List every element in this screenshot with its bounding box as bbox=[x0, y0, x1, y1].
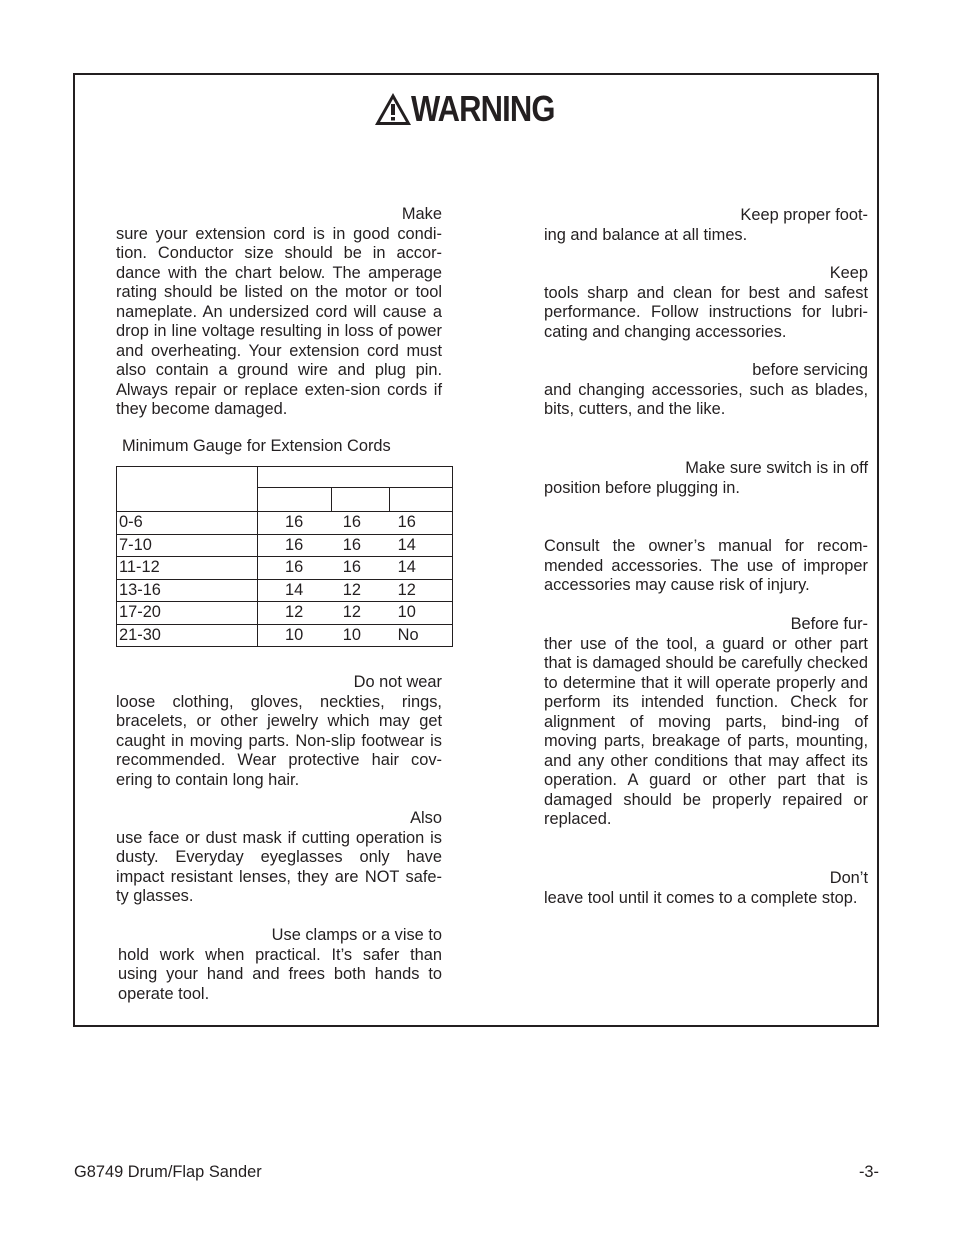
table-header-cell bbox=[332, 487, 390, 511]
footer-page-number: -3- bbox=[858, 1163, 879, 1181]
gauge-cell: 14 bbox=[390, 534, 453, 557]
paragraph-body: hold work when practical. It’s safer than using your hand and frees both hands to operate tool. bbox=[118, 945, 442, 1003]
gauge-cell: 16 bbox=[332, 557, 390, 580]
clothing-paragraph bbox=[116, 673, 442, 790]
gauge-table bbox=[116, 466, 453, 647]
gauge-cell: 16 bbox=[332, 512, 390, 535]
gauge-cell: 12 bbox=[390, 579, 453, 602]
table-row bbox=[117, 602, 453, 625]
paragraph-lead: Make sure switch is in off bbox=[685, 459, 868, 477]
gauge-cell: 12 bbox=[258, 602, 332, 625]
table-header-cell bbox=[258, 487, 332, 511]
paragraph-lead: before servicing bbox=[752, 361, 868, 379]
paragraph-body: tools sharp and clean for best and safest performance. Follow instructions for lubri-cating and changing accessories. bbox=[544, 283, 868, 341]
gauge-cell: No bbox=[390, 624, 453, 647]
gauge-cell: 10 bbox=[390, 602, 453, 625]
gauge-cell: 16 bbox=[332, 534, 390, 557]
gauge-cell: 16 bbox=[258, 557, 332, 580]
table-row bbox=[117, 557, 453, 580]
paragraph-lead: Do not wear bbox=[353, 673, 442, 691]
switch-paragraph bbox=[544, 459, 868, 498]
mask-paragraph bbox=[116, 809, 442, 907]
warning-header bbox=[75, 89, 877, 129]
warning-title: WARNING bbox=[411, 88, 555, 129]
gauge-cell: 12 bbox=[332, 579, 390, 602]
amperage-cell: 13-16 bbox=[117, 579, 258, 602]
table-row bbox=[117, 624, 453, 647]
servicing-paragraph bbox=[544, 361, 868, 420]
paragraph-body: use face or dust mask if cutting operation is dusty. Everyday eyeglasses only have impact resistant lenses, they are NOT safe-ty glasses. bbox=[116, 828, 442, 905]
tools-paragraph bbox=[544, 264, 868, 342]
amperage-cell: 7-10 bbox=[117, 534, 258, 557]
paragraph-lead: Keep proper foot- bbox=[740, 206, 868, 224]
footer-model: G8749 Drum/Flap Sander bbox=[74, 1163, 262, 1181]
paragraph-body: and changing accessories, such as blades, bits, cutters, and the like. bbox=[544, 380, 868, 418]
gauge-cell: 16 bbox=[258, 512, 332, 535]
paragraph-lead: Use clamps or a vise to bbox=[271, 926, 442, 944]
warning-triangle-icon bbox=[374, 92, 412, 126]
table-row bbox=[117, 512, 453, 535]
footing-paragraph bbox=[544, 206, 868, 245]
gauge-table-body bbox=[117, 512, 453, 647]
gauge-table-title: Minimum Gauge for Extension Cords bbox=[122, 437, 391, 455]
gauge-cell: 16 bbox=[390, 512, 453, 535]
gauge-cell: 14 bbox=[390, 557, 453, 580]
paragraph-body: loose clothing, gloves, neckties, rings, bracelets, or other jewelry which may get caught in moving parts. Non-slip footwear is recommended. Wear protective hair cov-ering to contain long hair. bbox=[116, 692, 442, 789]
paragraph-lead: Make bbox=[401, 205, 442, 223]
gauge-cell: 16 bbox=[258, 534, 332, 557]
unattended-paragraph bbox=[544, 869, 868, 908]
table-header-row bbox=[117, 467, 453, 488]
gauge-cell: 10 bbox=[332, 624, 390, 647]
gauge-cell: 12 bbox=[332, 602, 390, 625]
paragraph-body: ing and balance at all times. bbox=[544, 225, 748, 244]
paragraph-body: sure your extension cord is in good condi-tion. Conductor size should be in accor-dance with the chart below. The amperage rating should be listed on the motor or tool nameplate. An undersized cord will cause a drop in line voltage resulting in loss of power and overheating. Your extension cord must also contain a ground wire and plug pin. Always repair or replace exten-sion cords if they become damaged. bbox=[116, 224, 442, 418]
gauge-cell: 10 bbox=[258, 624, 332, 647]
table-header-cell bbox=[258, 467, 453, 488]
accessories-paragraph bbox=[544, 537, 868, 596]
table-row bbox=[117, 579, 453, 602]
paragraph-body: leave tool until it comes to a complete stop. bbox=[544, 888, 858, 907]
amperage-cell: 0-6 bbox=[117, 512, 258, 535]
table-row bbox=[117, 534, 453, 557]
paragraph-lead: Before fur- bbox=[790, 615, 868, 633]
amperage-cell: 11-12 bbox=[117, 557, 258, 580]
paragraph-body: Consult the owner’s manual for recom-mended accessories. The use of improper accessories may cause risk of injury. bbox=[544, 537, 868, 594]
paragraph-lead: Don’t bbox=[829, 869, 868, 887]
extension-cord-paragraph bbox=[116, 205, 442, 420]
table-header-cell bbox=[390, 487, 453, 511]
clamps-paragraph bbox=[118, 926, 442, 1004]
damaged-parts-paragraph bbox=[544, 615, 868, 830]
paragraph-body: position before plugging in. bbox=[544, 478, 740, 497]
paragraph-body: ther use of the tool, a guard or other part that is damaged should be carefully checked to determine that it will operate properly and perform its intended function. Check for alignment of moving parts, bind-ing of moving parts, breakage of parts, mounting, and any other conditions that may affect its operation. A guard or other part that is damaged should be properly repaired or replaced. bbox=[544, 634, 868, 828]
paragraph-lead: Keep bbox=[829, 264, 868, 282]
paragraph-lead: Also bbox=[410, 809, 442, 827]
table-header-cell bbox=[117, 467, 258, 512]
gauge-cell: 14 bbox=[258, 579, 332, 602]
amperage-cell: 21-30 bbox=[117, 624, 258, 647]
amperage-cell: 17-20 bbox=[117, 602, 258, 625]
